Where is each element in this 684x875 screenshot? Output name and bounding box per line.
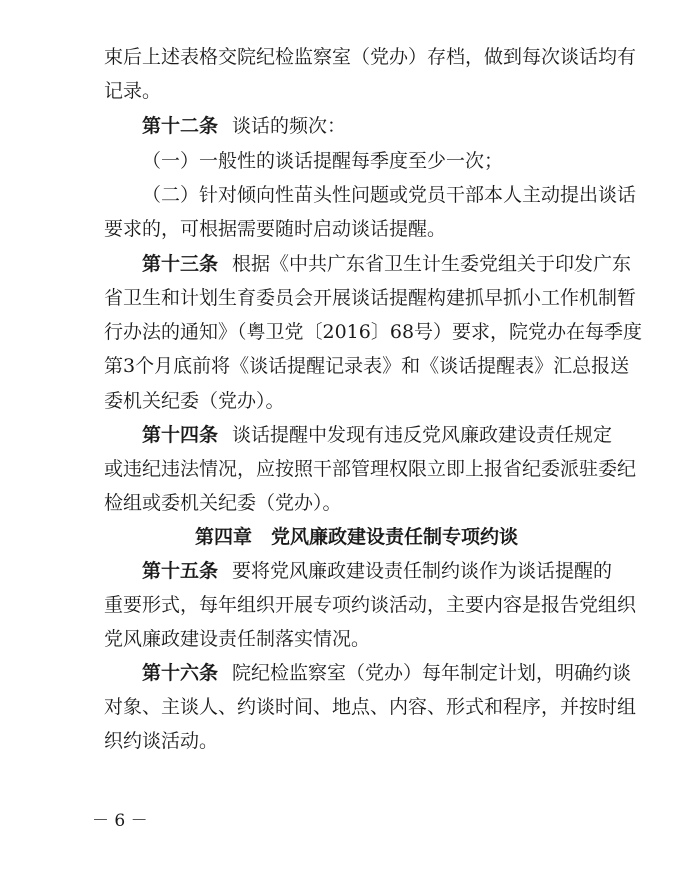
- text-line: 党风廉政建设责任制落实情况。: [104, 628, 371, 650]
- text-line: 行办法的通知》（粤卫党〔2016〕68号）要求，院党办在每季度: [104, 321, 643, 343]
- text-line: 省卫生和计划生育委员会开展谈话提醒构建抓早抓小工作机制暂: [104, 287, 637, 309]
- page-number: － 6 －: [92, 811, 148, 831]
- text-line: 要求的，可根据需要随时启动谈话提醒。: [104, 218, 447, 240]
- text-line: 检组或委机关纪委（党办）。: [104, 492, 342, 514]
- text-line: 第3个月底前将《谈话提醒记录表》和《谈话提醒表》汇总报送: [104, 355, 630, 377]
- text-line: 对象、主谈人、约谈时间、地点、内容、形式和程序，并按时组: [104, 696, 637, 718]
- text-line: 要将党风廉政建设责任制约谈作为谈话提醒的: [232, 560, 613, 582]
- article-14-paragraph: [142, 418, 613, 452]
- text-line: 根据《中共广东省卫生计生委党组关于印发广东: [232, 253, 632, 275]
- text-line: （一）一般性的谈话提醒每季度至少一次；: [142, 150, 504, 172]
- article-16-heading: 第十六条: [142, 662, 219, 684]
- text-line: 谈话提醒中发现有违反党风廉政建设责任规定: [232, 424, 613, 446]
- text-line: 谈话的频次：: [232, 115, 347, 137]
- article-12-paragraph: [142, 109, 609, 143]
- text-line: 委机关纪委（党办）。: [104, 390, 285, 412]
- article-14-heading: 第十四条: [142, 424, 219, 446]
- text-line: 织约谈活动。: [104, 730, 219, 752]
- article-13-heading: 第十三条: [142, 253, 219, 275]
- text-line: 院纪检监察室（党办）每年制定计划，明确约谈: [232, 662, 632, 684]
- article-12-heading: 第十二条: [142, 115, 219, 137]
- article-13-paragraph: [142, 247, 632, 281]
- text-line: 或违纪违法情况，应按照干部管理权限立即上报省纪委派驻委纪: [104, 458, 637, 480]
- text-line: 束后上述表格交院纪检监察室（党办）存档，做到每次谈话均有: [104, 46, 637, 68]
- article-15-heading: 第十五条: [142, 560, 219, 582]
- article-15-paragraph: [142, 554, 613, 588]
- article-16-paragraph: [142, 656, 632, 690]
- text-line: 记录。: [104, 80, 162, 102]
- chapter-title: 第四章 党风廉政建设责任制专项约谈: [194, 526, 518, 548]
- text-line: （二）针对倾向性苗头性问题或党员干部本人主动提出谈话: [142, 184, 637, 206]
- text-line: 重要形式，每年组织开展专项约谈活动，主要内容是报告党组织: [104, 594, 637, 616]
